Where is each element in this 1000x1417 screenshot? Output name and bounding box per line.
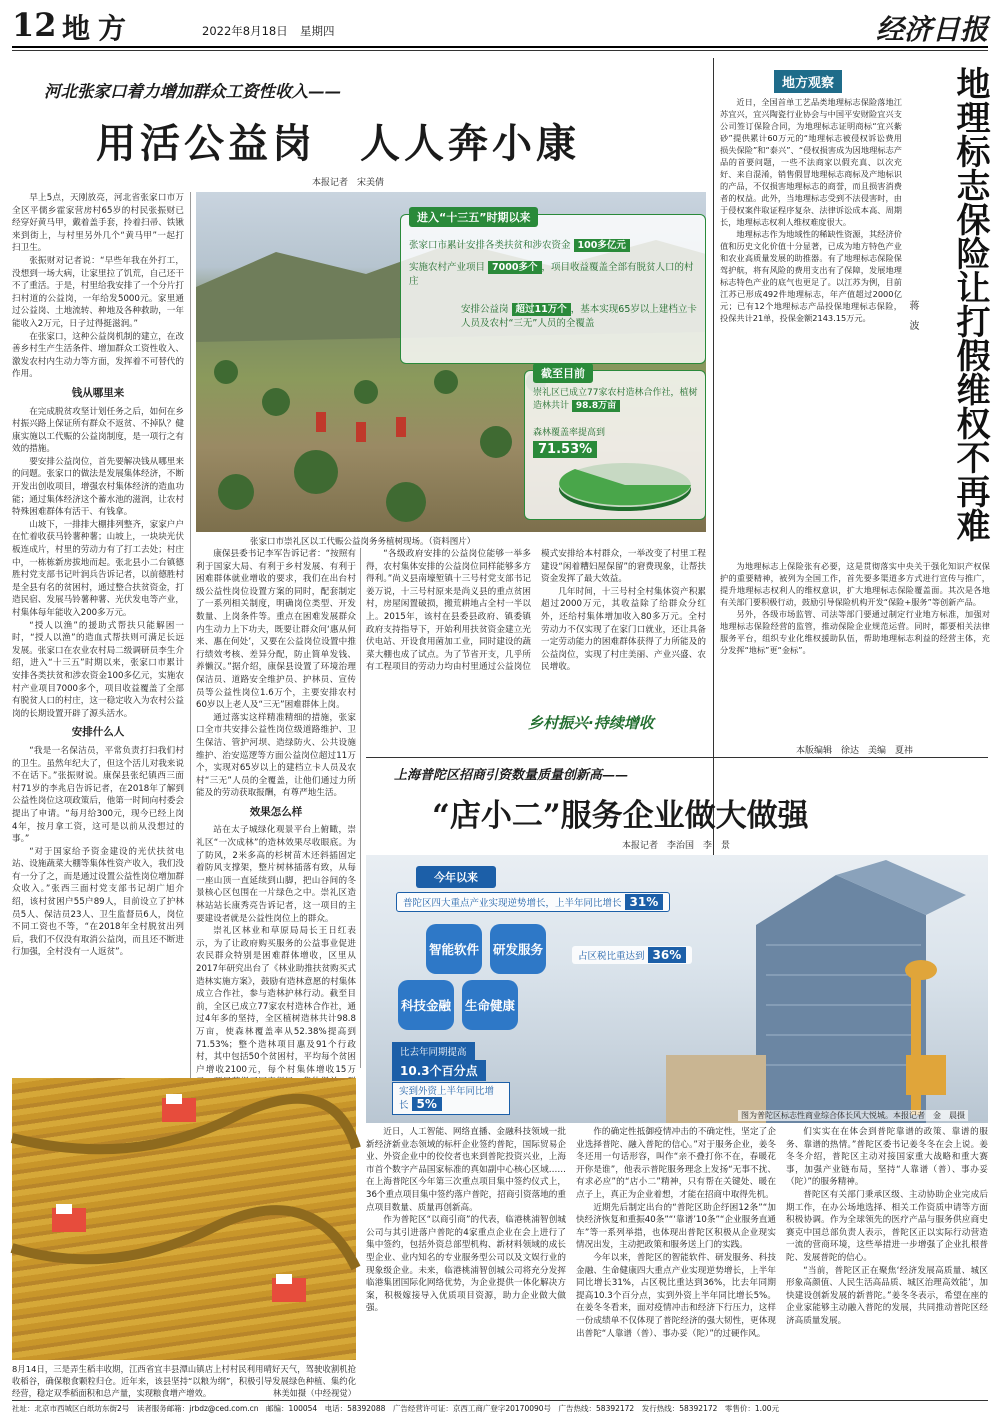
info1-item1: 张家口市累计安排各类扶贫和涉农资金 100多亿元	[409, 237, 630, 251]
paragraph: 张振财对记者说：“早些年我在外打工，没想到一场大病，让家里拉了饥荒，自己还干不了重活。于是，村里给我安排了一个分片打扫村道的公益岗，一年给发5000元。家里通过公益岗、土地流转、种地及各种救助，一年能收入2万元，日子过得挺滋润。”	[12, 255, 184, 329]
harvest-caption: 8月14日，三是弄生稻丰收期，江西省宜丰县潭山镇店上村村民利用晴好天气，驾驶收割机抢收稻谷，确保粮食颗粒归仓。近年来，该县坚持“以粮为纲”，积极引导发展绿色种植、集约化经营，稳定双季稻面积和总产量，实现粮食增产增效。 林美如摄（中经视觉）	[12, 1364, 356, 1398]
paragraph: 为地理标志上保险张有必要，这是贯彻落实中央关于强化知识产权保护的重要精神，被列为全国工作，首先要多渠道多方式进行宣传与推广，提升地理标志权利人的维权意识，扩大地理标志保险覆盖面。其次是各地有关部门要积极行动，鼓励引导保险机构开发“保险+服务”等创新产品。	[720, 561, 990, 607]
infographic-green-2	[524, 367, 706, 520]
paragraph: 崇礼区林业和草原局局长王日红表示，为了让政府购买服务的公益事业促进农民群众特别是困难群体增收，区里从2017年研究出台了《林业助推扶贫购买式造林实施方案》，鼓励有造林意愿的村集体成立合作社，参与造林护林行动。截至目前，全区已成立77家农村造林合作社，通过4年多的坚持，全区植树造林共计98.8万亩，使森林覆盖率从52.38%提高到71.53%；整个造林项目惠及91个行政村，其中包括50个贫困村，平均每个贫困户增收2100元，每个村集体增收15万	[196, 926, 356, 1075]
paragraph: 另外，各级市场监管、司法等部门要通过制定行业地方标准，加强对地理标志保险经营的监管，推动保险企业规范运营。同时，都要相关法律服务平台，组织专业化维权援助队伍，帮助地理标志利益的经营主体，充分发挥“地标”更“金标”。	[720, 609, 990, 655]
info1-title2: 截至目前	[533, 363, 593, 383]
paragraph: 近日，全国首单工艺品类地理标志保险落地江苏宜兴，宜兴陶瓷行业协会与中国平安财险宜兴支公司签订保险合同，为地理标志证明商标“宜兴紫砂”提供累计60万元的“地理标志被侵权诉讼费用损失保险”和“泰兴”、“侵权损害成为因地理标志产品的首要问题，一些不法商家以假充真、以次充好、来自混淆，销售假冒地理标志商标及产地标识的产品，不仅损害地理标志的商誉，而且损害消费者的权益。此外，当地理标志受到不法侵害时，由于侵权案件取证程序复杂、法律诉讼成本高、周期长，地理标志权利人维权难度很大。	[720, 97, 902, 227]
photo3-caption: 图为普陀区标志性商业综合体长风大悦城。本报记者 金 晨摄	[738, 1110, 968, 1121]
article1-title: 用活公益岗 人人奔小康	[96, 120, 580, 167]
paragraph: 站在太子城绿化观景平台上俯瞰，崇礼区“一次成林”的造林效果尽收眼底。为了防风，2米多高的杉树苗木还斜插固定着防风支撑架，整片树林插落有致，从每一座山顶一直延续到山脚，把山谷间的冬景核心区包围在一片绿色之中。崇礼区造林站站长康秀亮告诉记者，这一项目的主要建设者就是公益性岗位上的群众。	[196, 825, 356, 924]
paragraph: 作为普陀区“以商引商”的代表，临港桃浦智创城公司与其引进落户普陀的4家重点企业在会上进行了集中签约，包括外资总部型机构、新材料领域的成长型企业、业内知名的专业服务型公司以及文娱行业的现象级企业。未来，临港桃浦智创城公司将充分发挥临港集团国际化网络优势，为企业提供一体化解决方案，积极嫁接导入优质项目资源，助力企业做大做强。	[366, 1215, 566, 1314]
sector-rd-services: 研发服务	[490, 924, 546, 974]
info3-row4: 实到外资上半年同比增长 5%	[392, 1082, 510, 1115]
page-number: 12	[12, 6, 57, 44]
photo1-caption: 张家口市崇礼区以工代赈公益岗务务植树现场。（资料图片）	[250, 537, 476, 547]
info3-row2: 占区税比重达到 36%	[572, 946, 692, 964]
subhead-effect: 效果怎么样	[249, 805, 303, 818]
info3-value2: 36%	[648, 947, 687, 963]
paragraph: “我是一名保洁员，平常负责打扫我们村的卫生。虽然年纪大了，但这个活儿对我来说不在话下。”张振财说。康保县张纪镇西三面村71岁的李兆启告诉记者，在2018年了解到公益性岗位这项政策后，他第一时间向村委会提出了申请。“每月给300元，现今已经上岗4年，按月拿工资，这可是以前从没想过的事。”	[12, 745, 184, 845]
footer: 社址：北京市西城区白纸坊东街2号 读者服务邮箱：jrbdz@ced.com.cn 邮编：100054 电话：58392088 广告经营许可证：京西工商广登字20170090号 广告热线：58392172 发行热线：58392172 零售价：1.00元	[12, 1404, 780, 1413]
info1-item5: 森林覆盖率提高到	[533, 428, 606, 438]
article2-author: 蒋 波	[907, 300, 918, 330]
paragraph: 地理标志作为地域性的稀缺性资源，其经济价值和历史文化价值十分显著，已成为地方特色产业和农业高质量发展的助推器。有了地理标志保险保驾护航，将有风险的费用支出有了保障，发展地理标志特色产业的底气也更足了。以江苏为例，目前江苏已形成492件地理标志，年产值超过2000亿元；已有12个地理标志产品投保地理标志保险，投保共计21单，投保金额2143.15万元。	[720, 229, 902, 323]
article1-column3	[366, 548, 706, 716]
forest-coverage-pie	[555, 459, 695, 515]
info1-item2: 实施农村产业项目 7000多个 ，项目收益覆盖全部有脱贫人口的村庄	[409, 262, 694, 287]
article1-column1	[12, 192, 184, 1172]
info1-value4: 98.8万亩	[572, 400, 620, 412]
rural-revitalization-badge: 乡村振兴·持续增收	[528, 714, 654, 732]
info1-value1: 100多亿元	[574, 239, 630, 252]
sector-tech-finance: 科技金融	[398, 980, 454, 1030]
article1-byline: 本报记者 宋美倩	[312, 178, 385, 188]
harvest-credit: 林美如摄（中经视觉）	[273, 1388, 356, 1398]
article3-kicker: 上海普陀区招商引资数量质量创新高——	[394, 768, 629, 783]
paragraph: 康保县委书记李军告诉记者：“按照有利于国家大局、有利于乡村发展、有利于困难群体就业增收的要求，我们在出台村级公益性岗位设置方案的同时，配套制定了一系列相关制度，明确岗位类型、开发数量、上岗条件等。重点在困难发展群众内生动力上下功夫，既要让群众问‘惠从何来、惠在何处’，又要在公益岗位设置中推行绩效考核、差异分配，防止简单发钱、养懒汉。”据介绍，康保县设置了环境治理保洁员、道路安全维护员、护林员、宣传员等公益性岗位1.6万个，主要安排农村60岁以上老人及“三无”困难群体上岗。	[196, 549, 356, 711]
subhead-money: 钱从哪里来	[71, 386, 125, 399]
info3-value3: 10.3个百分点	[392, 1060, 486, 1081]
infographic-green	[400, 211, 706, 364]
harvester-3	[272, 1274, 306, 1302]
page-editors: 本版编辑 徐达 美编 夏祎	[796, 746, 914, 756]
info1-value2: 7000多个	[488, 261, 541, 274]
paragraph: 今年以来，普陀区的智能软件、研发服务、科技金融、生命健康四大重点产业实现逆势增长，上半年同比增长31%，占区税比重达到36%，比去年同期提高10.3个百分点，实到外资上半年同比增长5%。在姜冬冬看来，面对疫情冲击和经济下行压力，这样一份成绩单不仅体现了普陀经济的强大韧性，更体现出普陀“人靠谱（普）、事办妥（陀）”的过硬作风。	[576, 1252, 776, 1339]
local-observation-label: 地方观察	[774, 70, 842, 93]
paragraph: 近日，人工智能、网络直播、金融科技领域一批新经济新业态领域的标杆企业签约普陀，国际贸易企业、外资企业中的佼佼者也来到普陀投资兴业，上海市首个数字产品国家标准的真如副中心核心区域……在上海普陀区今年第三次重点项目集中签约仪式上，36个重点项目集中签约落户普陀，招商引资落地的重点项目数量、质量再创新高。	[366, 1127, 566, 1213]
info3-value1: 31%	[625, 894, 664, 910]
paragraph: 们实实在在体会到普陀靠谱的政策、靠谱的服务、靠谱的热情。”普陀区委书记姜冬冬在会上说。姜冬冬介绍，普陀区主动对接国家重大战略和重大赛事，加强产业链布局，坚持“人靠谱（普）、事办妥（陀）”的服务精神。	[786, 1127, 988, 1188]
paragraph: 在张家口，这种公益岗机制的建立，在改善乡村生产生活条件、增加群众工资性收入、激发农村内生动力等方面，发挥着不可替代的作用。	[12, 331, 184, 380]
sector-life-health: 生命健康	[462, 980, 518, 1030]
info3-row1: 普陀区四大重点产业实现逆势增长，上半年同比增长 31%	[396, 892, 670, 912]
info1-item4: 崇礼区已成立77家农村造林合作社，植树造林共计 98.8万亩	[533, 388, 698, 411]
issue-weekday: 星期四	[300, 24, 335, 38]
harvester-2	[52, 1204, 86, 1232]
infographic-blue	[376, 866, 716, 1116]
newspaper-logo: 经济日报	[875, 13, 988, 46]
info3-row3: 比去年同期提高	[392, 1042, 475, 1060]
paragraph: 早上5点，天刚放亮，河北省张家口市万全区平儒乡霍家营房村65岁的村民张振财已经穿好黄马甲，戴着盖手套，拎着扫帚、铁锹来到街上，与村里另外几个“黄马甲”一起打扫卫生。	[12, 193, 184, 254]
paragraph: “各级政府安排的公益岗位能够一举多得，农村集体安排的公益岗位同样能够多方得利。”尚义县南壕堑镇十三号村党支部书记姜万说，十三号村原来是尚义县的重点贫困村，房屋闲置破损，搬荒耕地占全村一半以上。2015年，该村在县委县政府、镇委镇政府支持指导下，开始利用扶贫资金建立光伏电站、开设食用菌加工业，同时建设的蔬菜大棚也成了试点。为了节省开支，几乎所有工程项目的劳动力均由村里通过公益岗位模式安排给本村群众，一举改变了村里工程建设“闲着糟妇屋保留”的窘费现象，让帮扶资金发挥了最大效益。	[366, 549, 706, 673]
harvest-drawing	[12, 1078, 356, 1360]
article3-column3	[786, 1126, 988, 1396]
info1-value5: 71.53%	[533, 441, 597, 458]
paragraph: 山坡下，一排排大棚排列整齐，家家户户在忙着收获马铃薯种薯；山坡上，一块块光伏板连成片，村里的劳动力有了打工去处；村庄中，一栋栋新房拔地而起。张北县小二台镇德胜村党支部书记叶润兵告诉记者，以前德胜村是全县有名的贫困村，通过整合扶贫资金，打造民宿、发展马铃薯种薯、光伏发电等产业，村集体每年能收入200多万元。	[12, 519, 184, 618]
section-name: 地方	[62, 12, 135, 45]
article3-column2	[576, 1126, 776, 1396]
paragraph: 在完成脱贫攻坚计划任务之后，如何在乡村振兴路上保证所有群众不返贫、不掉队？健康实施以工代赈的公益岗制度，是一项行之有效的措施。	[12, 406, 184, 455]
article3-title: “店小二”服务企业做大做强	[432, 798, 809, 834]
paragraph: 通过落实这样精准精细的措施，张家口全市共安排公益性岗位级道路维护、卫生保洁、管护河坝、造绿防火、公共设施维护、治安巡逻等方面公益岗位超过11万个，实现对65岁以上的建档立卡人员及农村“三无”人员的全覆盖，让他们通过力所能及的劳动获取报酬，有尊严地生活。	[196, 712, 356, 799]
info1-item3: 安排公益岗 超过11万个 ，基本实现65岁以上建档立卡人员及农村“三无”人员的全覆盖	[461, 304, 697, 329]
article1-column2	[196, 548, 356, 1075]
info3-value4: 5%	[412, 1097, 442, 1111]
paragraph: 作的确定性抵御疫情冲击的不确定性，坚定了企业选择普陀、融入普陀的信心。”对于服务企业，姜冬冬还用一句话形容，叫作“亲不叠打你不在，春暖花开你是谁”，他表示普陀服务理念上发扬“无事不扰、有求必应”的“店小二”精神，只有帮在关键处、暖在点子上，真正为企业着想，才能在招商中取得先机。	[576, 1127, 776, 1200]
info1-value3: 超过11万个	[512, 303, 571, 316]
paragraph: “授人以渔”的援助式帮扶只能解困一时，“授人以渔”的造血式帮扶则可满足长远发展。张家口在农业农村局二级调研员李生介绍，进入“十三五”时期以来，张家口市累计安排各类扶贫和涉农资金100多亿元，实施农村产业项目7000多个，项目收益覆盖了全部有脱贫人口的村庄，这一稳定收入为农村公益岗的长期设置开辟了源头活水。	[12, 620, 184, 719]
rice-harvest-photo	[12, 1078, 356, 1360]
article3-column1	[366, 1126, 566, 1396]
article2-body-wide	[720, 560, 990, 735]
article1-kicker: 河北张家口着力增加群众工资性收入——	[44, 82, 341, 101]
sector-intelligent-software: 智能软件	[426, 924, 482, 974]
masthead	[12, 6, 988, 46]
paragraph: 普陀区有关部门秉承区级、主动协助企业完成后期工作，在办公场地选择、相关工作资质申请等方面积极协调。作为全球领先的医疗产品与服务供应商史赛克中国总部负责人表示，普陀区正以实际行动营造一流的营商环境，这些举措进一步增强了企业扎根普陀、发展普陀的信心。	[786, 1189, 988, 1263]
paragraph: “当前，普陀区正在聚焦‘经济发展高质量、城区形象高颜值、人民生活高品质、城区治理高效能’，加快建设创新发展的新普陀。”姜冬冬表示，希望在座的企业家能够主动融入普陀的发展，共同推动普陀区经济高质量发展。	[786, 1265, 988, 1326]
paragraph: “对于国家给予资金建设的光伏扶贫电站、设施蔬菜大棚等集体性资产收入，我们没有一分了之，而是通过设置公益性岗位增加群众收入。”张西三面村党支部书记胡广旭介绍，该村贫困户55户89人，目前设立了护林员5人、保洁员23人、卫生监督员6人，岗位不同工资也不等，“在2018年全村脱贫出列后，我们不仅没有取消公益岗，而且还不断进行加强，全村没有一人返贫”。	[12, 846, 184, 958]
harvester-1	[162, 1094, 196, 1122]
paragraph: 要安排公益岗位，首先要解决钱从哪里来的问题。张家口的做法是发展集体经济，不断开发出创收项目，增强农村集体经济的造血功能；通过集体经济这个蓄水池的滋润，让农村特殊困难群体有活干、有钱拿。	[12, 456, 184, 518]
article3-byline: 本报记者 李治国 李 景	[622, 841, 731, 851]
subhead-who: 安排什么人	[71, 726, 125, 739]
paragraph: 近期先后制定出台的“普陀区助企纾困12条”“加快经济恢复和重振40条”“‘靠谱’10条”“企业服务直通车”等一系列举措，也体现出普陀区积极从企业现实情况出发，主动把政策和服务送上门的实践。	[576, 1202, 776, 1251]
article2-title: 地理标志保险让打假维权不再难	[950, 66, 990, 542]
info3-title: 今年以来	[416, 866, 496, 888]
paragraph: 几年时间，十三号村全村集体资产积累超过2000万元，其收益除了给群众分红外，还给村集体增加收入80多万元。全村劳动力不仅实现了在家门口就业，还让具备一定劳动能力的困难群体获得了力所能及的公益岗位，实现了村庄美丽、产业兴盛、农民增收。	[541, 586, 706, 673]
info1-title: 进入“十三五”时期以来	[409, 207, 538, 227]
issue-date: 2022年8月18日	[202, 24, 288, 38]
